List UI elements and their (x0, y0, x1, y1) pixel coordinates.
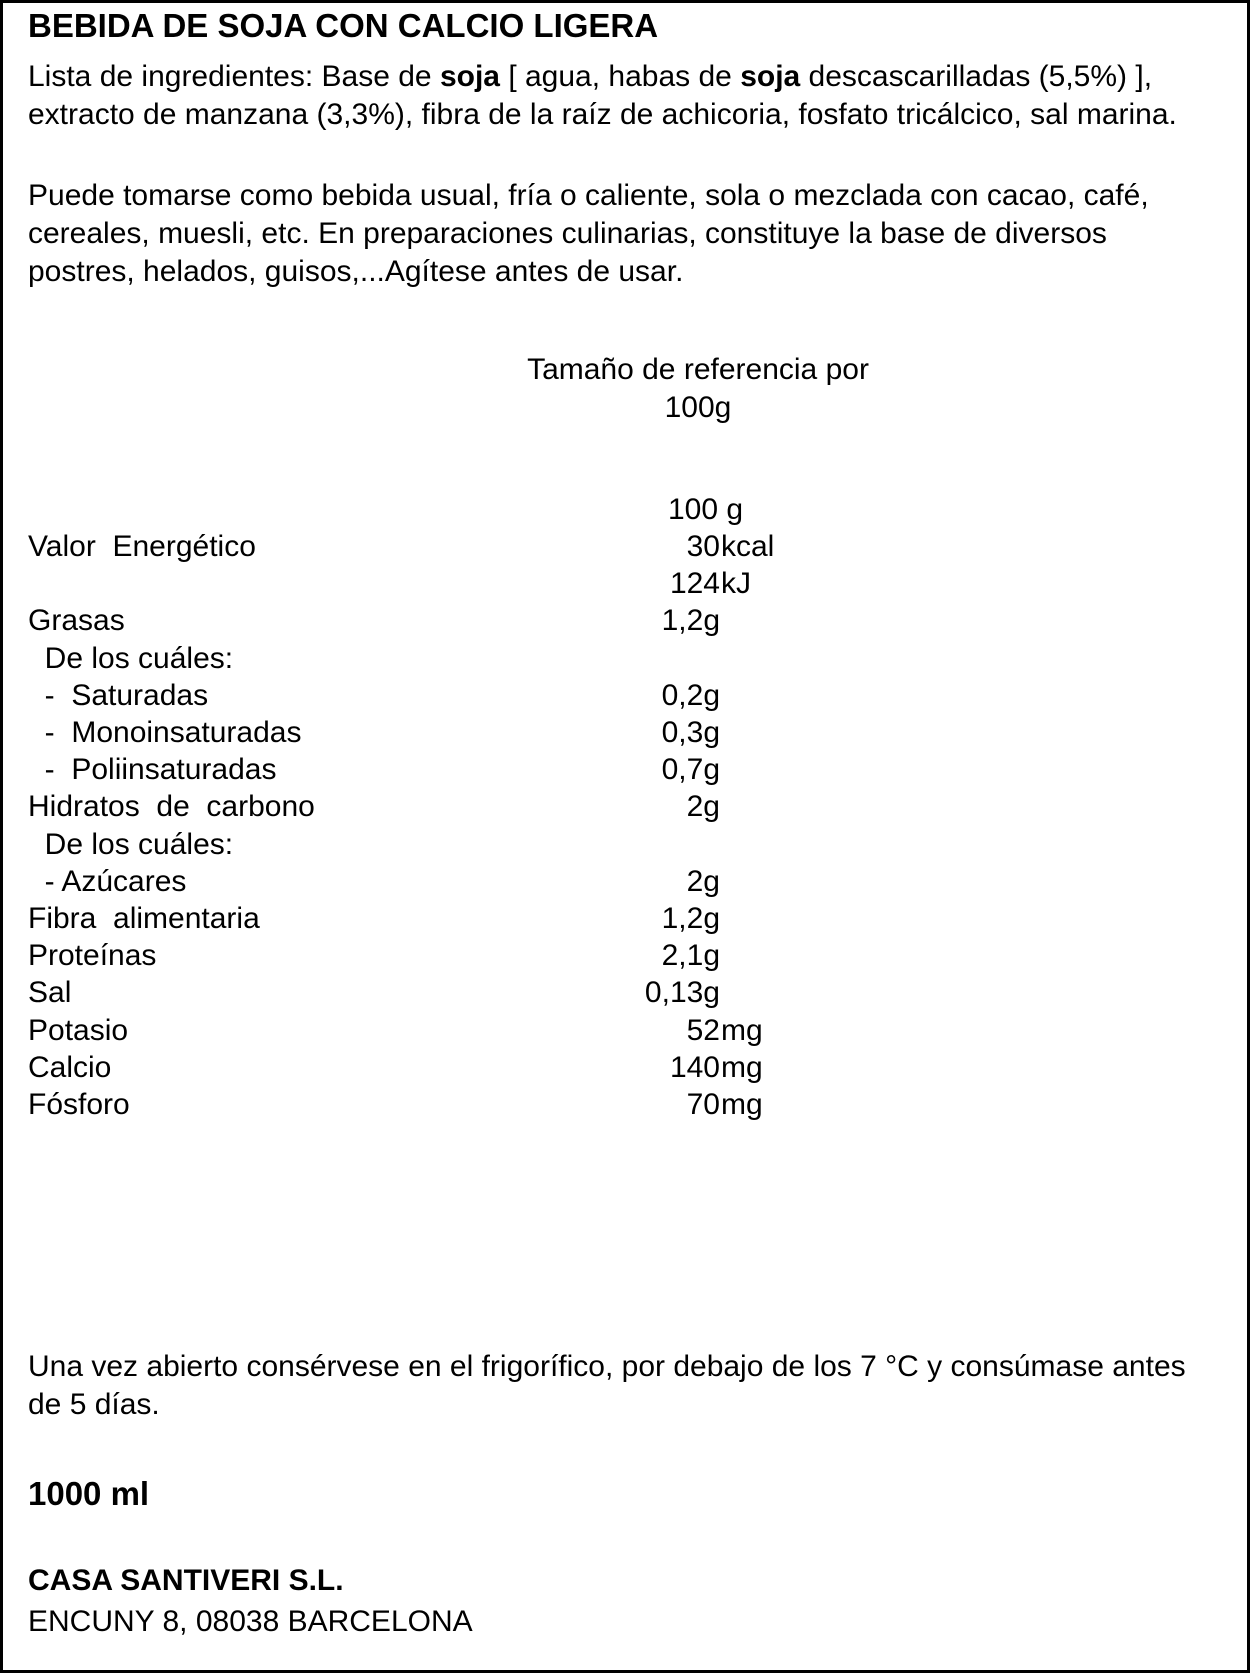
nutrient-unit: mg (721, 1050, 763, 1084)
nutrient-unit: kcal (721, 530, 775, 563)
nutrient-value: 0,13g (644, 976, 720, 1010)
nutrient-value: 70 (686, 1088, 720, 1121)
nutrient-label: Sal (28, 976, 72, 1010)
ingredients-text-1: Lista de ingredientes: Base de (28, 60, 440, 93)
company-address: ENCUNY 8, 08038 BARCELONA (28, 1605, 473, 1638)
nutrient-label: De los cuáles: (28, 641, 234, 675)
storage-instructions: Una vez abierto consérvese en el frigorífico, por debajo de los 7 °C y consúmase antes de 5 días. (28, 1350, 1186, 1421)
nutrient-label: Potasio (28, 1013, 129, 1047)
nutrient-label: Hidratos de carbono (28, 790, 315, 824)
nutrient-value: 1,2g (661, 604, 720, 638)
nutrient-value: 52 (686, 1013, 720, 1047)
nutrient-label: - Saturadas (28, 678, 209, 712)
usage-instructions: Puede tomarse como bebida usual, fría o caliente, sola o mezclada con cacao, café, cereales, muesli, etc. En preparaciones culinarias, constituye la base de diversos postres, helados, guisos,...Agítese antes de usar. (28, 179, 1149, 288)
ingredients-allergen-2: soja (740, 60, 801, 93)
nutrient-label: Valor Energético (28, 530, 256, 563)
nutrient-unit: kJ (721, 567, 751, 601)
nutrient-label: Grasas (28, 604, 125, 638)
nutrient-unit: mg (721, 1088, 763, 1121)
nutrition-row (3, 528, 1250, 566)
ingredients-allergen-1: soja (439, 60, 500, 93)
nutrient-label: Proteínas (28, 939, 157, 973)
nutrient-value: 2g (686, 864, 720, 898)
nutrient-value: 0,2g (661, 678, 720, 712)
nutrient-value: 2,1g (661, 939, 720, 973)
ingredients-list (28, 58, 1218, 134)
nutrient-label: De los cuáles: (28, 827, 234, 861)
nutrition-row (3, 863, 1250, 901)
nutrient-value: 30 (686, 530, 720, 563)
nutrition-row (3, 565, 1250, 603)
nutrition-row (3, 751, 1250, 789)
nutrition-row (3, 714, 1250, 752)
nutrient-value: 2g (686, 790, 720, 824)
nutrition-row (3, 788, 1250, 826)
nutrition-column-header (3, 491, 1250, 529)
reference-size-line-2: 100g (664, 391, 732, 424)
nutrition-row (3, 1012, 1250, 1050)
nutrition-row (3, 1086, 1250, 1124)
nutrient-label: - Azúcares (28, 864, 187, 898)
nutrient-label: - Poliinsaturadas (28, 753, 277, 787)
nutrition-row (3, 974, 1250, 1012)
nutrient-value: 124 (669, 567, 720, 601)
nutrition-row (3, 900, 1250, 938)
nutrition-row (3, 640, 1250, 678)
nutrient-value: 140 (669, 1050, 720, 1084)
product-title: BEBIDA DE SOJA CON CALCIO LIGERA (28, 7, 659, 44)
nutrient-label: Fósforo (28, 1088, 130, 1121)
net-volume: 1000 ml (28, 1475, 150, 1512)
nutrition-row (3, 677, 1250, 715)
ingredients-text-2: [ agua, habas de (499, 60, 741, 93)
reference-size (458, 351, 938, 427)
company-name: CASA SANTIVERI S.L. (28, 1564, 344, 1597)
nutrient-label: - Monoinsaturadas (28, 716, 302, 749)
nutrient-value: 1,2g (661, 902, 720, 935)
nutrition-row (3, 826, 1250, 864)
ingredients-text-3: descascarilladas (5,5%) ], extracto de manzana (3,3%), fibra de la raíz de achicoria, fosfato tricálcico, sal marina. (28, 60, 1177, 131)
nutrition-row (3, 937, 1250, 975)
nutrition-row (3, 602, 1250, 640)
nutrient-value: 0,7g (661, 753, 720, 787)
column-header-label: 100 g (668, 493, 744, 526)
nutrient-label: Fibra alimentaria (28, 902, 260, 935)
nutrition-row (3, 1049, 1250, 1087)
nutrient-label: Calcio (28, 1050, 112, 1084)
reference-size-line-1: Tamaño de referencia por (527, 353, 869, 386)
nutrient-value: 0,3g (661, 716, 720, 749)
nutrient-unit: mg (721, 1013, 763, 1047)
